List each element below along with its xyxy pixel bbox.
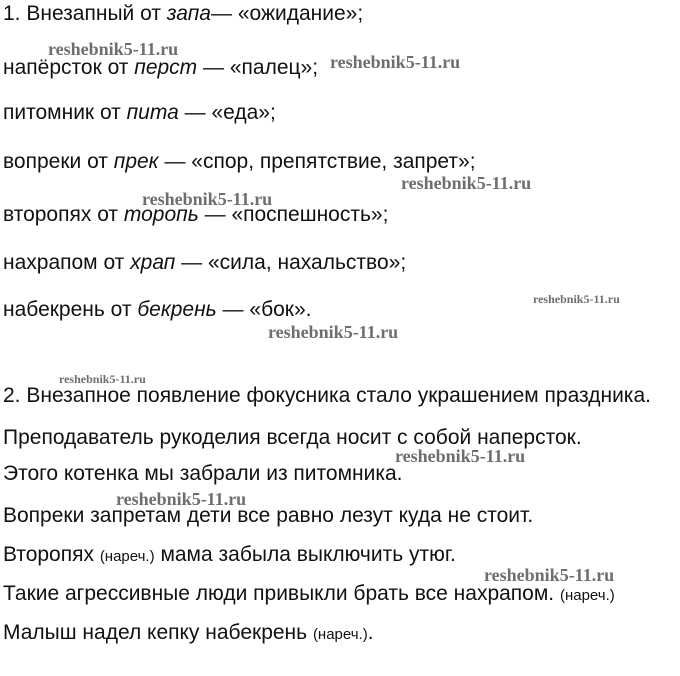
line-prefix: питомник от <box>3 101 127 124</box>
sentence-line-5 <box>3 543 456 569</box>
sentence-text: 2. Внезапное появление фокусника стало украшением праздника. <box>3 384 651 407</box>
line-prefix: нахрапом от <box>3 251 131 274</box>
line-meaning: — «еда»; <box>178 101 276 124</box>
root-word: храп <box>130 251 176 274</box>
sentence-text-end: мама забыла выключить утюг. <box>154 543 456 566</box>
sentence-text: Малыш надел кепку набекрень <box>3 621 313 644</box>
root-word: бекрень <box>137 298 217 321</box>
sentence-line-4 <box>3 504 533 528</box>
line-meaning: — «сила, нахальство»; <box>175 251 407 274</box>
line-meaning: — «поспешность»; <box>198 203 389 226</box>
watermark: reshebnik5-11.ru <box>142 189 273 209</box>
etymology-line-7 <box>3 298 311 322</box>
watermark: reshebnik5-11.ru <box>268 322 399 342</box>
line-prefix: 1. Внезапный от <box>3 2 167 25</box>
line-meaning: — «бок». <box>216 298 312 321</box>
sentence-text: Такие агрессивные люди привыкли брать все нахрапом. <box>3 582 560 605</box>
root-word: запа <box>166 2 211 25</box>
watermark: reshebnik5-11.ru <box>484 565 615 585</box>
sentence-text: Второпях <box>3 543 100 566</box>
part-of-speech-note: (нареч.) <box>99 548 155 565</box>
sentence-text: Вопреки запретам дети все равно лезут куда не стоит. <box>3 504 534 527</box>
sentence-text-end: . <box>367 621 374 644</box>
line-prefix: напёрсток от <box>3 56 135 79</box>
root-word: пита <box>126 101 179 124</box>
line-prefix: вопреки от <box>3 150 114 173</box>
watermark: reshebnik5-11.ru <box>395 446 526 466</box>
watermark: reshebnik5-11.ru <box>533 292 620 306</box>
etymology-line-4 <box>3 150 476 174</box>
sentence-line-3 <box>3 462 403 486</box>
root-word: прек <box>113 150 159 173</box>
watermark: reshebnik5-11.ru <box>59 372 146 386</box>
sentence-line-7 <box>3 621 374 647</box>
line-meaning: — «палец»; <box>197 56 319 79</box>
sentence-line-1 <box>3 384 651 408</box>
line-meaning: — «спор, препятствие, запрет»; <box>158 150 476 173</box>
watermark: reshebnik5-11.ru <box>330 52 461 72</box>
watermark: reshebnik5-11.ru <box>401 173 532 193</box>
root-word: торопь <box>123 203 199 226</box>
sentence-text: Преподаватель рукоделия всегда носит с собой наперсток. <box>3 426 582 449</box>
etymology-line-6 <box>3 251 406 275</box>
line-prefix: набекрень от <box>3 298 138 321</box>
watermark: reshebnik5-11.ru <box>116 489 247 509</box>
root-word: перст <box>134 56 198 79</box>
line-prefix: второпях от <box>3 203 124 226</box>
watermark: reshebnik5-11.ru <box>48 39 179 59</box>
part-of-speech-note: (нареч.) <box>312 626 368 643</box>
etymology-line-3 <box>3 101 276 125</box>
etymology-line-1 <box>3 2 363 26</box>
line-meaning: — «ожидание»; <box>211 2 364 25</box>
sentence-text: Этого котенка мы забрали из питомника. <box>3 462 403 485</box>
part-of-speech-note: (нареч.) <box>559 587 615 604</box>
